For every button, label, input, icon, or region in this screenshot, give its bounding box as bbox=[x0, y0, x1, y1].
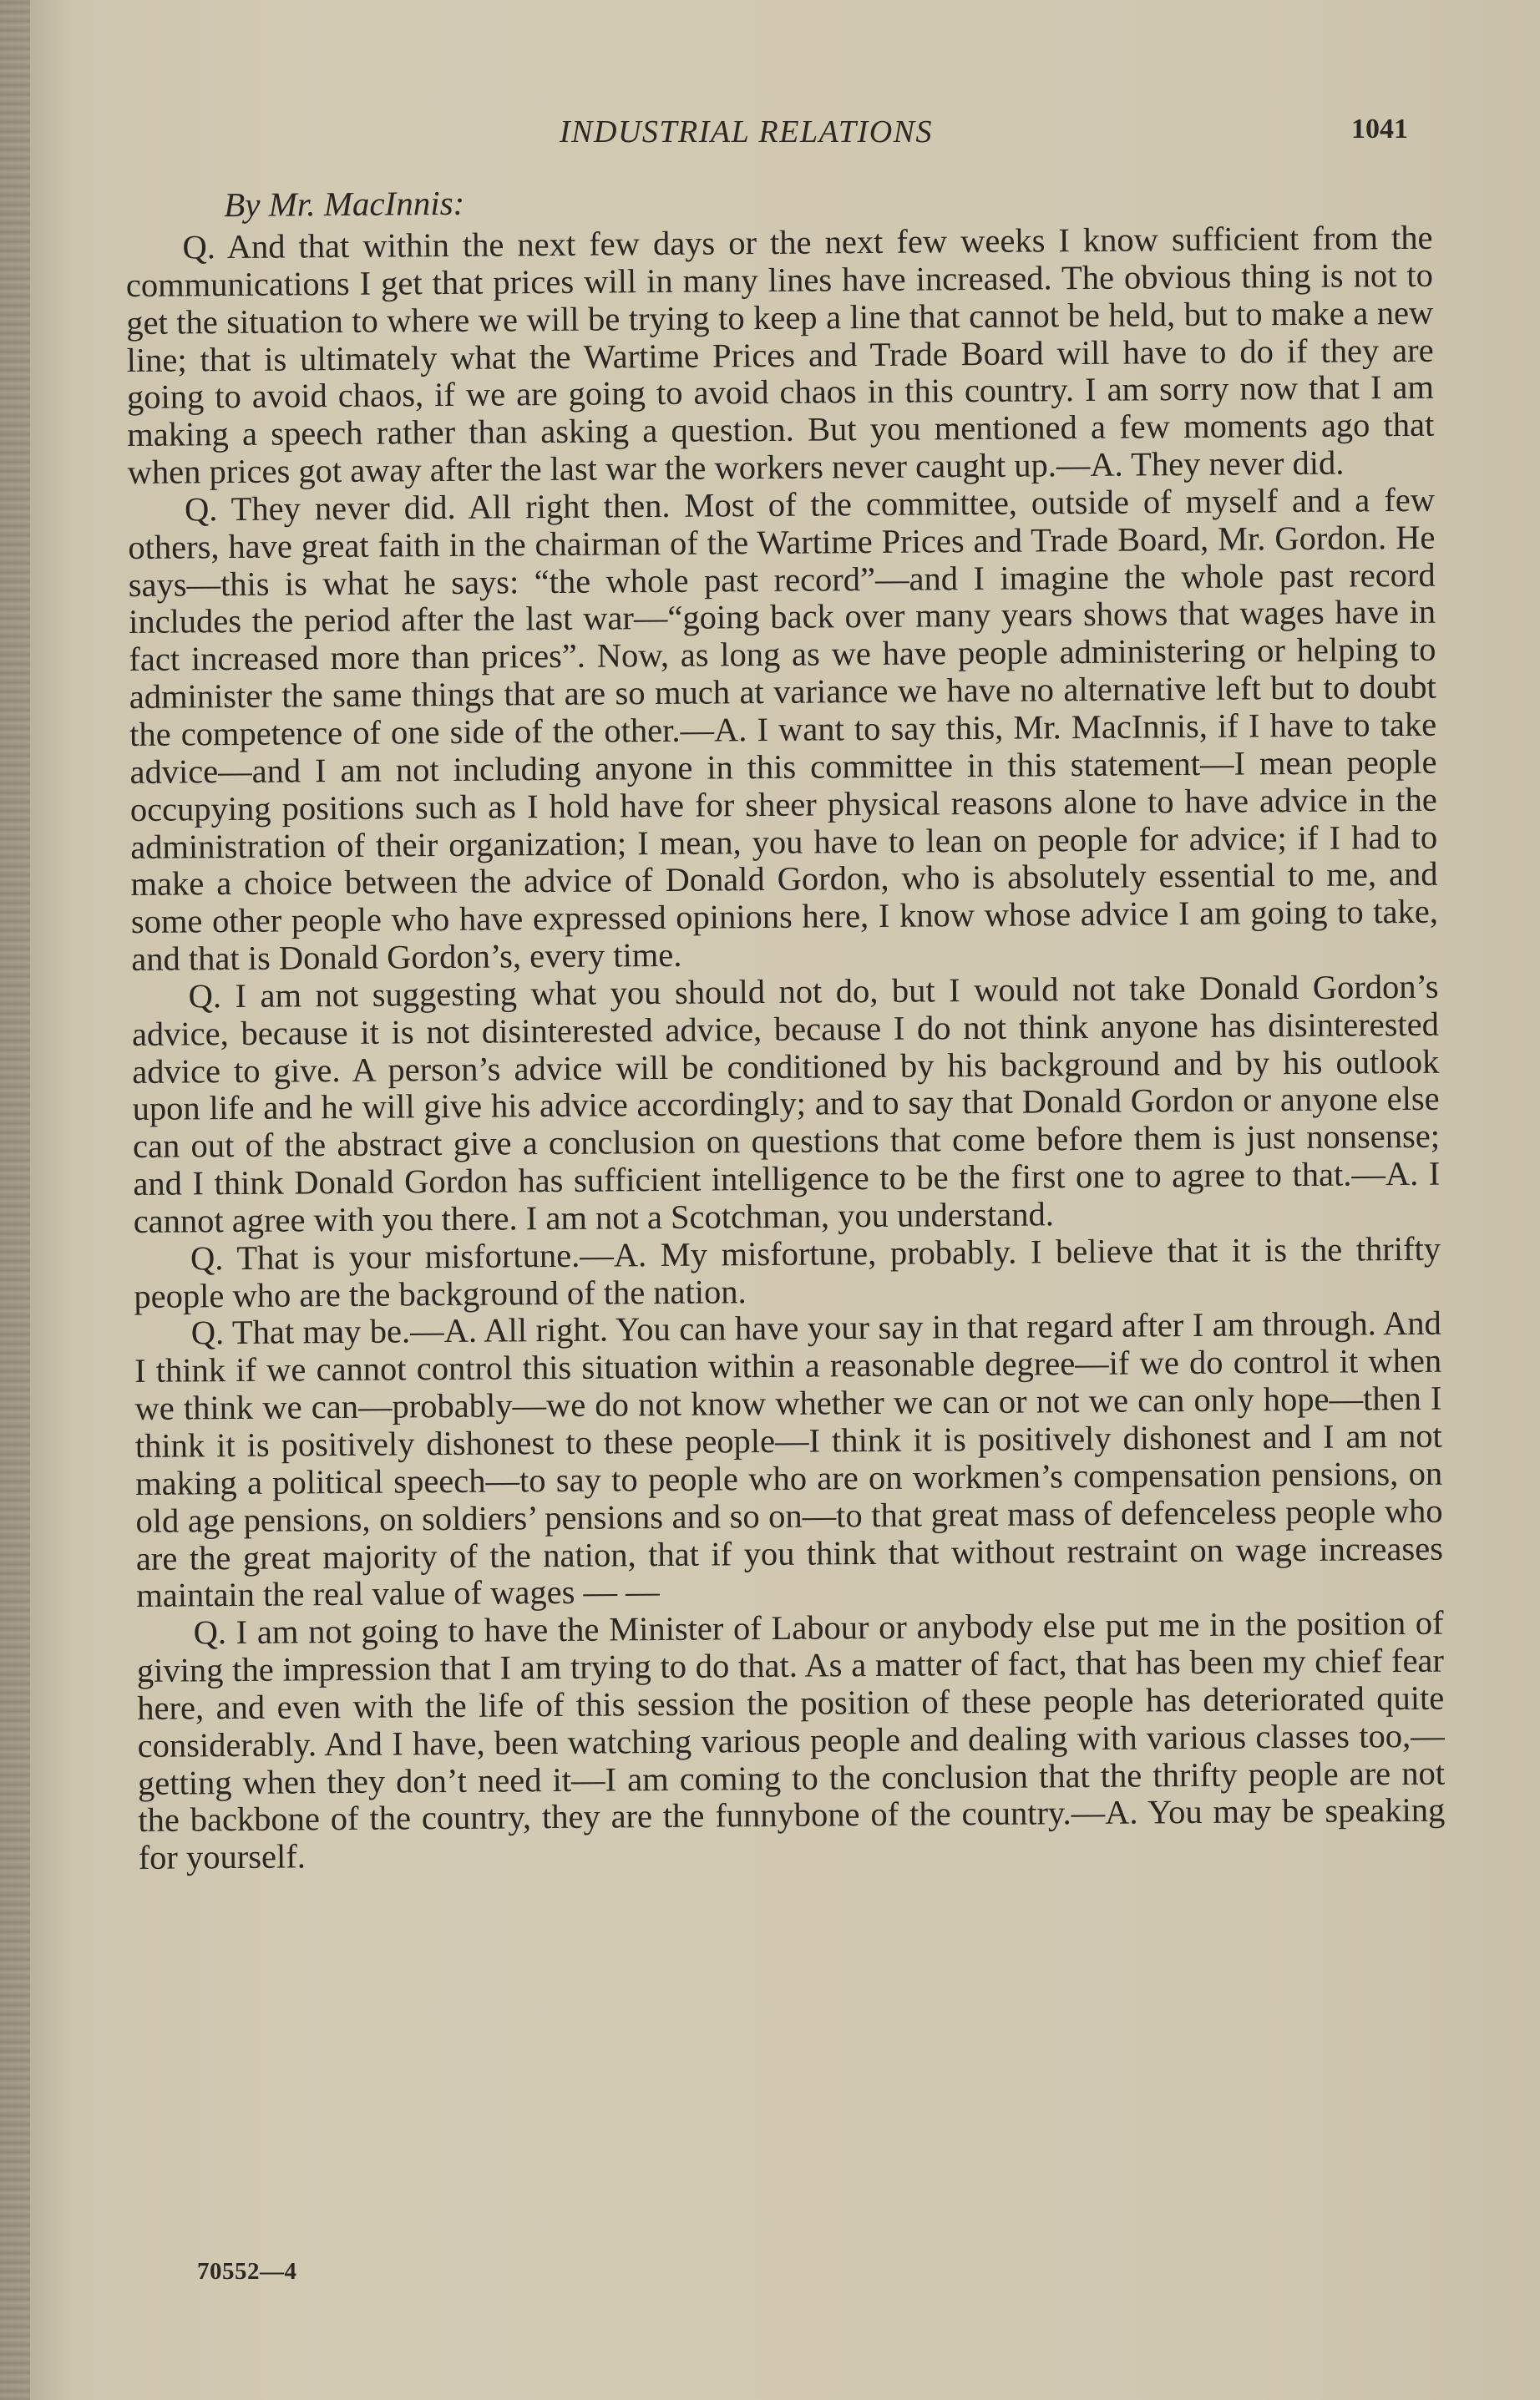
paragraph-5: Q. That may be.—A. All right. You can have your say in that regard after I am through. And I think if we cannot control this situation within a reasonable degree—if we do control it when we think we can—probably—we do not know whether we can or not we can only hope—then I think it is positively dishonest to these people—I think it is positively dishonest and I am not making a political speech—to say to people who are on workmen’s compensation pensions, on old age pensions, on soldiers’ pensions and so on—to that great mass of defenceless people who are the great majority of the nation, that if you think that without restraint on wage increases maintain the real value of wages — — bbox=[134, 1304, 1444, 1615]
paragraph-6: Q. I am not going to have the Minister of Labour or anybody else put me in the position of giving the impression that I am trying to do that. As a matter of fact, that has been my chief fear here, and even with the life of this session the position of these people has deteriorated quite considerably. And I have, been watching various people and dealing with various classes too,—getting when they don’t need it—I am coming to the conclusion that the thrifty people are not the backbone of the country, they are the funnybone of the country.—A. You may be speaking for yourself. bbox=[136, 1603, 1446, 1877]
speaker-heading: By Mr. MacInnis: bbox=[223, 183, 465, 225]
paragraph-3: Q. I am not suggesting what you should not do, but I would not take Donald Gordon’s advice, because it is not disinterested advice, because I do not think anyone has disinterested advice to give. A person’s advice will be conditioned by his background and by his outlook upon life and he will give his advice accordingly; and to say that Donald Gordon or anyone else can out of the abstract give a conclusion on questions that come before them is just nonsense; and I think Donald Gordon has sufficient intelligence to be the first one to agree to that.—A. I cannot agree with you there. I am not a Scotchman, you understand. bbox=[131, 967, 1441, 1240]
paragraph-1: Q. And that within the next few days or the next few weeks I know sufficient from the communications I get that prices will in many lines have increased. The obvious thing is not to get the situation to where we will be trying to keep a line that cannot be held, but to make a new line; that is ultimately what the Wartime Prices and Trade Board will have to do if they are going to avoid chaos, if we are going to avoid chaos in this country. I am sorry now that I am making a speech rather than asking a question. But you mentioned a few moments ago that when prices got away after the last war the workers never caught up.—A. They never did. bbox=[125, 218, 1435, 492]
page-binding-edge bbox=[0, 0, 30, 2400]
printer-signature-code: 70552—4 bbox=[197, 2258, 297, 2285]
page-number: 1041 bbox=[1351, 114, 1408, 144]
running-title: INDUSTRIAL RELATIONS bbox=[560, 114, 933, 149]
paragraph-2: Q. They never did. All right then. Most of the committee, outside of myself and a few others, have great faith in the chairman of the Wartime Prices and Trade Board, Mr. Gordon. He says—this is what he says: “the whole past record”—and I imagine the whole past record includes the period after the last war—“going back over many years shows that wages have in fact increased more than prices”. Now, as long as we have people administering or helping to administer the same things that are so much at variance we have no alternative left but to doubt the competence of one side of the other.—A. I want to say this, Mr. MacInnis, if I have to take advice—and I am not including anyone in this committee in this statement—I mean people occupying positions such as I hold have for sheer physical reasons alone to have advice in the administration of their organization; I mean, you have to lean on people for advice; if I had to make a choice between the advice of Donald Gordon, who is absolutely essential to me, and some other people who have expressed opinions here, I know whose advice I am going to take, and that is Donald Gordon’s, every time. bbox=[128, 480, 1439, 979]
paragraph-4: Q. That is your misfortune.—A. My misfortune, probably. I believe that it is the thrifty people who are the background of the nation. bbox=[134, 1229, 1441, 1315]
running-header bbox=[0, 114, 1540, 155]
body-text bbox=[125, 177, 1446, 1877]
